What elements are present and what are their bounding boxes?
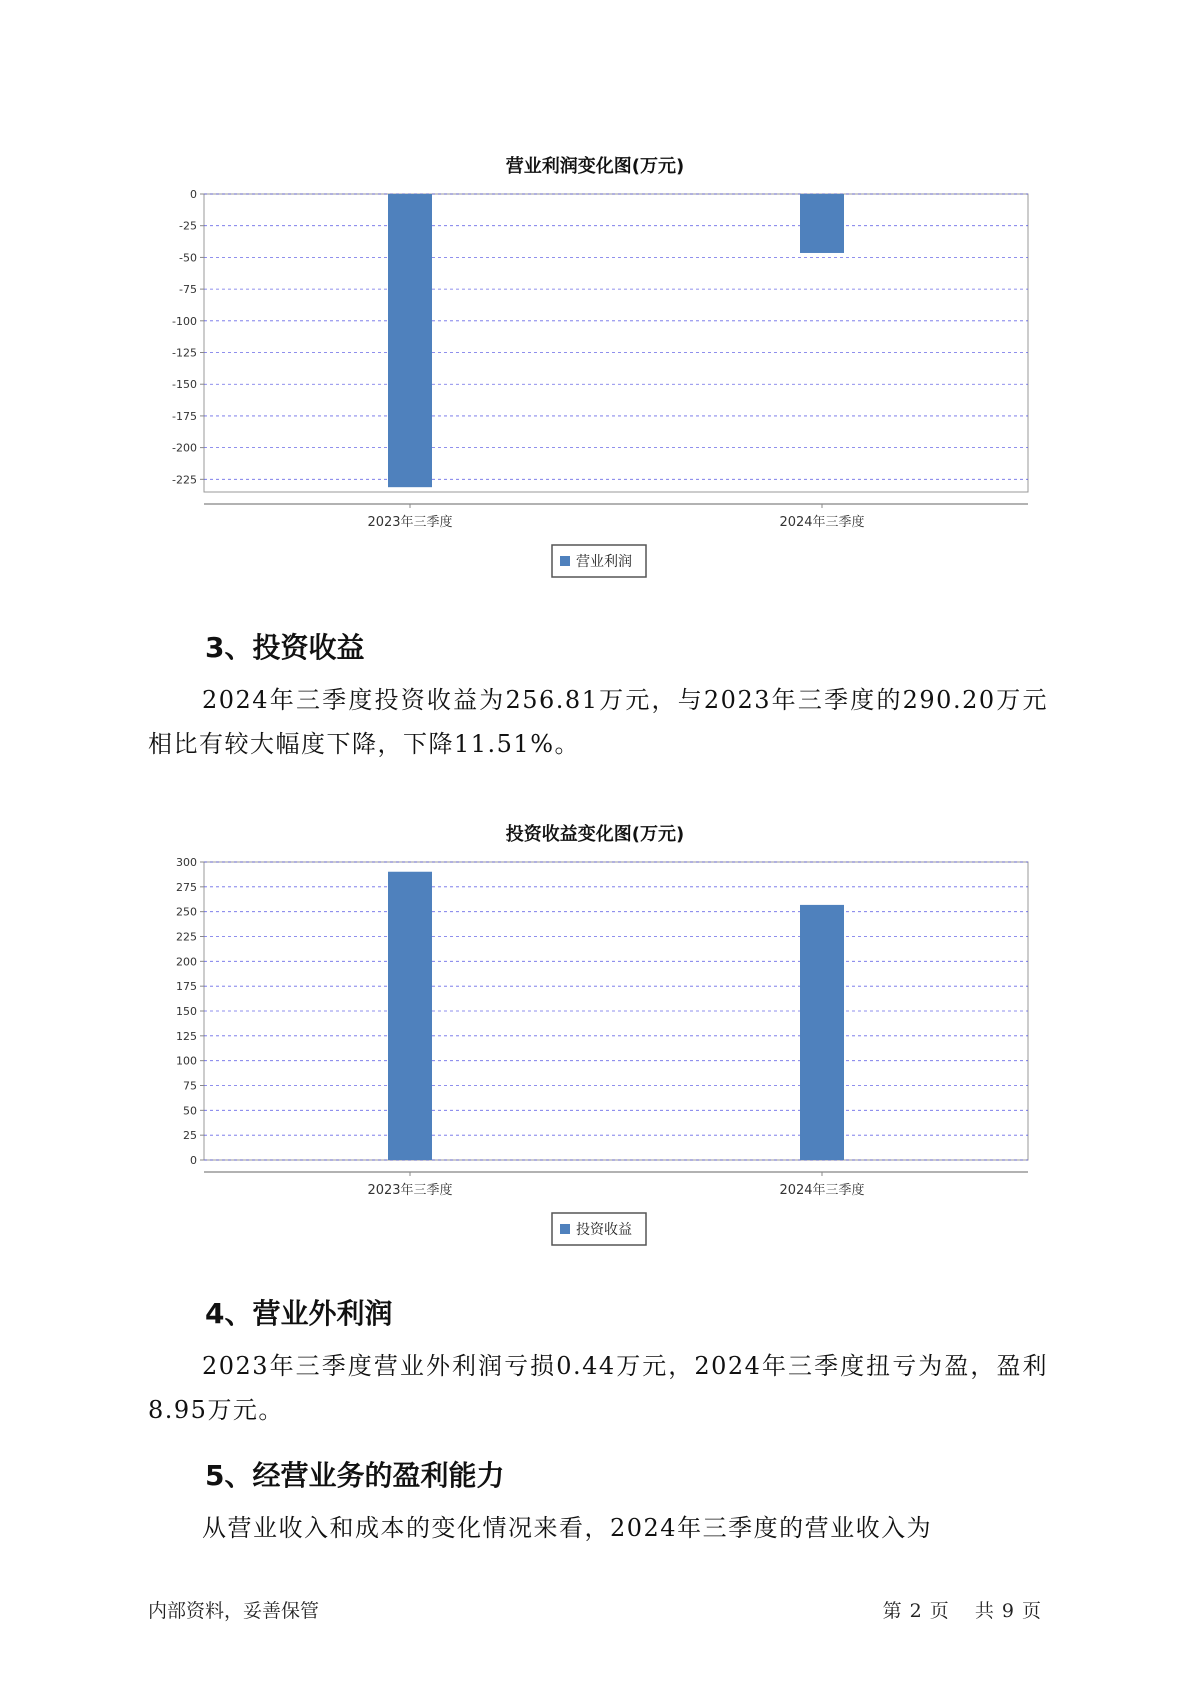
legend xyxy=(552,545,646,577)
footer-page-prefix: 第 xyxy=(882,1600,902,1622)
y-tick-label: 25 xyxy=(183,1129,197,1143)
footer-total-suffix: 页 xyxy=(1021,1600,1041,1622)
section-paragraph-investment-income: 2024年三季度投资收益为256.81万元，与2023年三季度的290.20万元相比有较大幅度下降，下降11.51%。 xyxy=(148,686,1048,758)
section-paragraph-non-operating-profit: 2023年三季度营业外利润亏损0.44万元，2024年三季度扭亏为盈，盈利8.95万元。 xyxy=(148,1352,1048,1424)
y-tick-label: 50 xyxy=(183,1104,197,1118)
y-tick-label: -100 xyxy=(172,314,197,328)
y-tick-label: 250 xyxy=(176,905,197,919)
bar xyxy=(800,194,844,253)
chart-title: 营业利润变化图(万元) xyxy=(505,156,685,177)
y-tick-label: -25 xyxy=(179,219,197,233)
x-tick-label: 2023年三季度 xyxy=(367,515,453,530)
legend-swatch xyxy=(560,556,570,566)
section-heading-operating-profitability: 5、经营业务的盈利能力 xyxy=(205,1459,505,1492)
operating-profit-chart-svg xyxy=(160,140,1030,600)
y-tick-label: 300 xyxy=(176,856,197,869)
y-tick-label: 100 xyxy=(176,1054,197,1068)
bar xyxy=(388,194,432,487)
section-paragraph-operating-profitability: 从营业收入和成本的变化情况来看，2024年三季度的营业收入为 xyxy=(202,1514,933,1542)
y-tick-label: 175 xyxy=(176,980,197,994)
x-tick-label: 2023年三季度 xyxy=(367,1183,453,1198)
investment-income-chart xyxy=(160,808,1030,1268)
footer-page-number: 2 xyxy=(909,1600,922,1622)
footer-page-indicator xyxy=(879,1596,1045,1623)
investment-income-chart-svg xyxy=(160,808,1030,1268)
bar xyxy=(800,905,844,1160)
footer-total-pages: 9 xyxy=(1001,1600,1014,1622)
x-tick-label: 2024年三季度 xyxy=(779,515,865,530)
legend-label: 营业利润 xyxy=(576,554,632,570)
plot-area xyxy=(204,862,1028,1160)
y-tick-label: 0 xyxy=(190,1154,197,1167)
y-tick-label: -125 xyxy=(172,346,197,360)
y-tick-label: -50 xyxy=(179,251,197,265)
section-heading-non-operating-profit: 4、营业外利润 xyxy=(205,1297,393,1330)
y-tick-label: 275 xyxy=(176,880,197,894)
y-tick-label: -150 xyxy=(172,378,197,392)
chart-title: 投资收益变化图(万元) xyxy=(505,824,685,845)
section-heading-investment-income: 3、投资收益 xyxy=(205,631,365,664)
plot-area xyxy=(204,194,1028,492)
y-tick-label: 225 xyxy=(176,930,197,944)
legend-swatch xyxy=(560,1224,570,1234)
y-tick-label: -75 xyxy=(179,283,197,297)
operating-profit-chart xyxy=(160,140,1030,600)
y-tick-label: 150 xyxy=(176,1005,197,1018)
footer-total-prefix: 共 xyxy=(974,1600,994,1622)
bar xyxy=(388,872,432,1160)
legend xyxy=(552,1213,646,1245)
footer-page-suffix: 页 xyxy=(929,1600,949,1622)
footer-confidential-note: 内部资料，妥善保管 xyxy=(148,1600,320,1622)
y-tick-label: 200 xyxy=(176,955,197,969)
y-tick-label: 75 xyxy=(183,1079,197,1093)
y-tick-label: -200 xyxy=(172,441,197,455)
legend-label: 投资收益 xyxy=(576,1222,632,1238)
y-tick-label: 125 xyxy=(176,1029,197,1043)
x-tick-label: 2024年三季度 xyxy=(779,1183,865,1198)
y-tick-label: -175 xyxy=(172,409,197,423)
y-tick-label: -225 xyxy=(172,473,197,487)
y-tick-label: 0 xyxy=(190,188,197,201)
